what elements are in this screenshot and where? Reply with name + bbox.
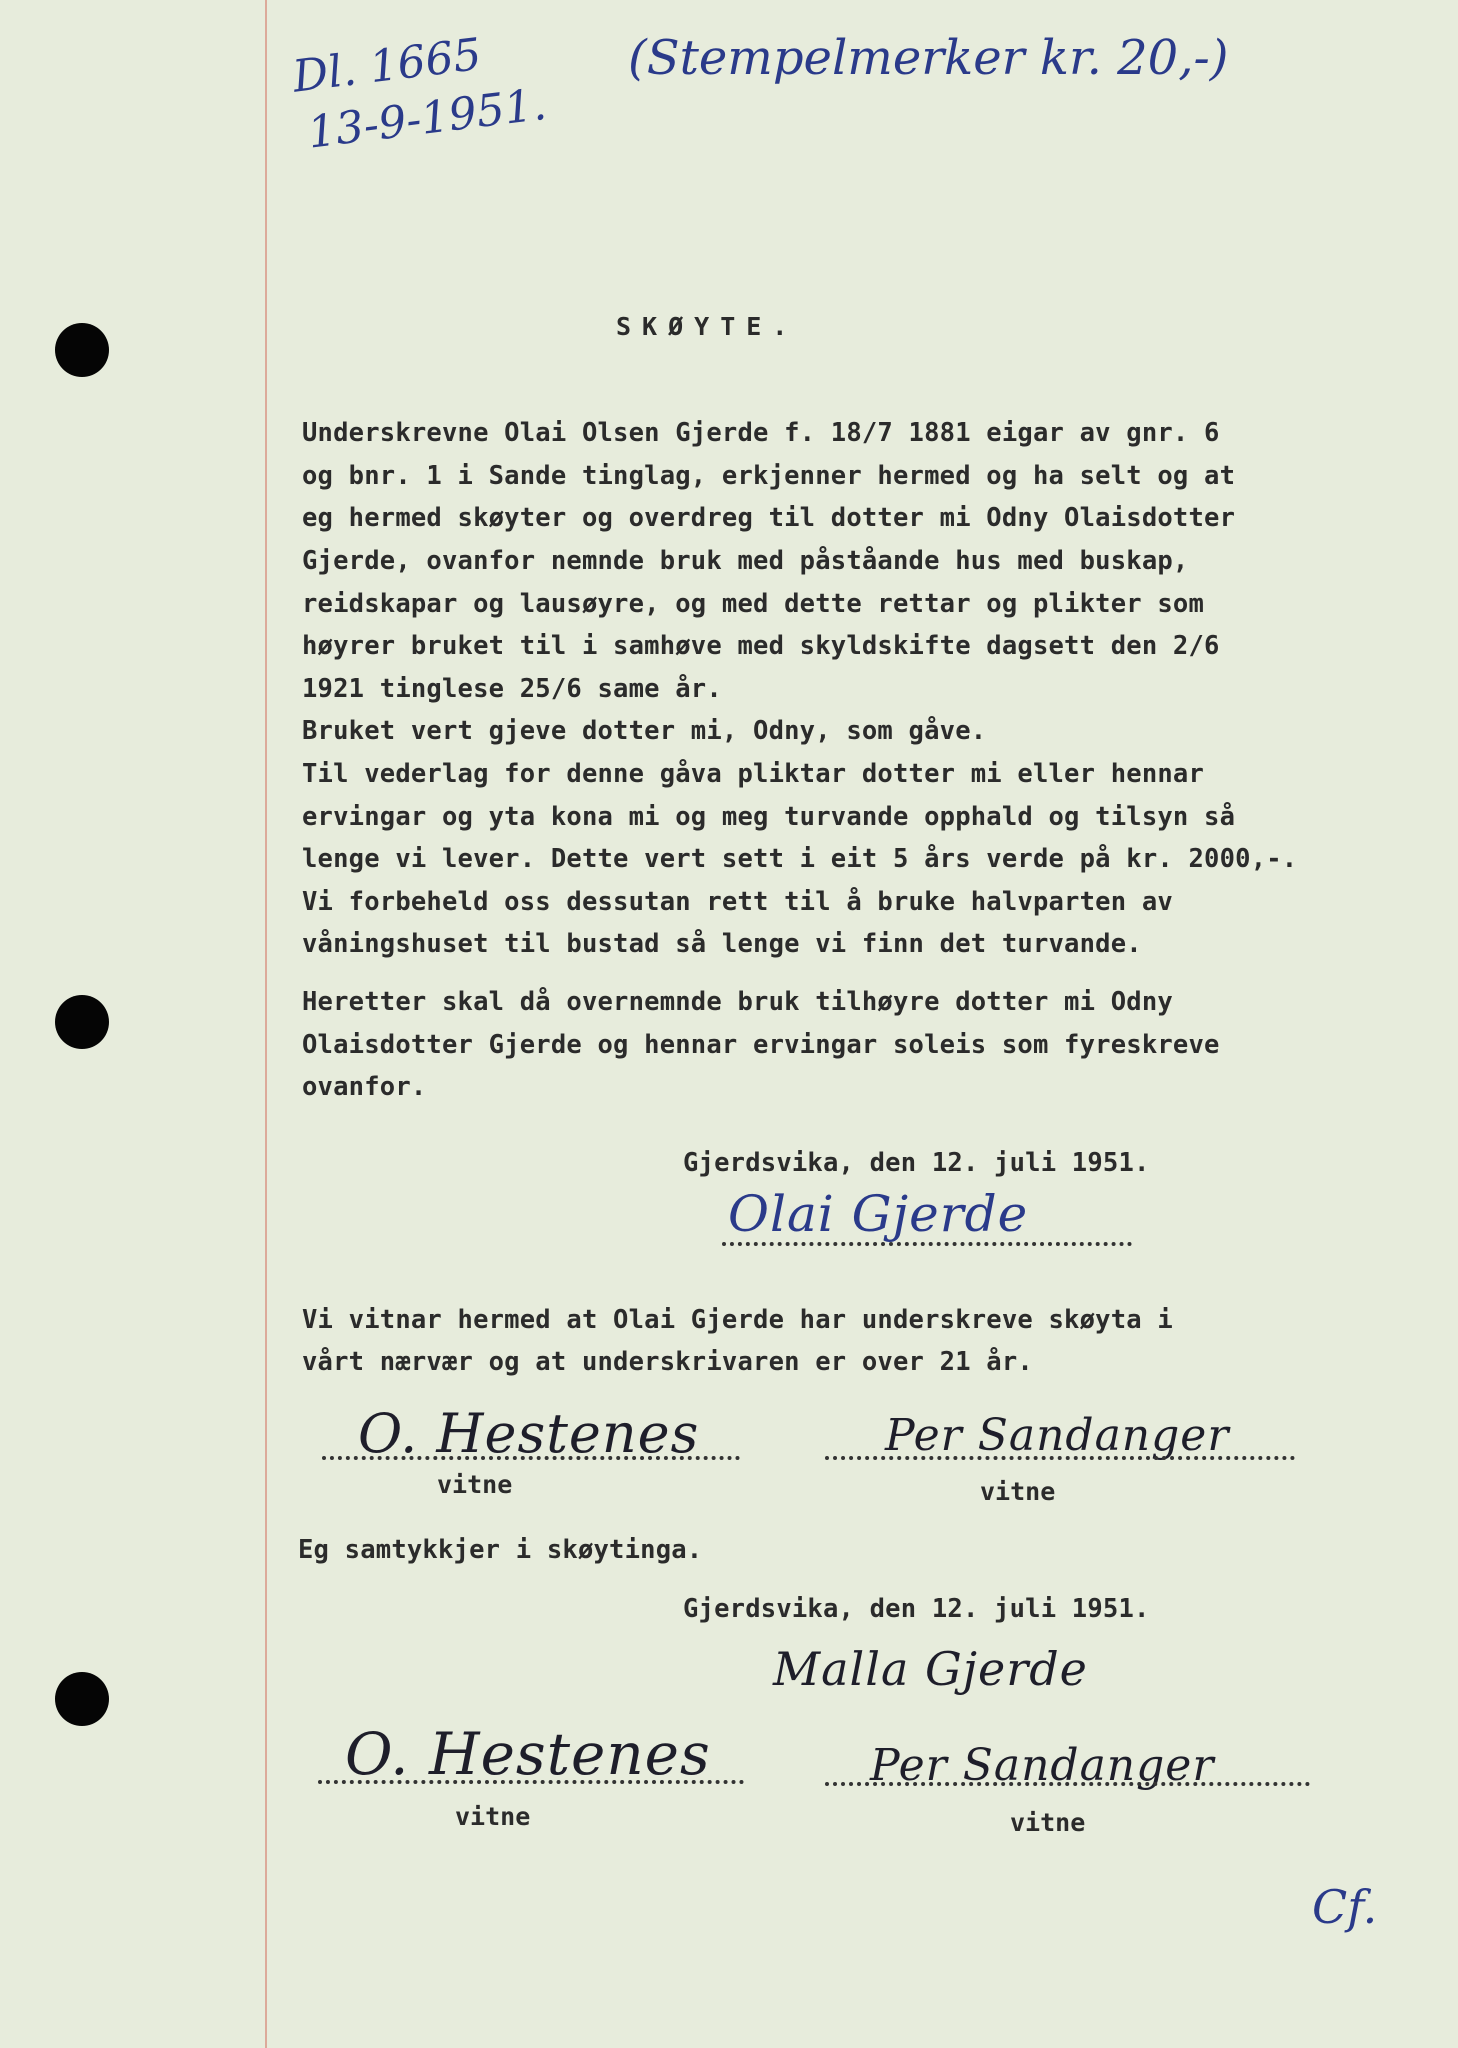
body-line: Heretter skal då overnemnde bruk tilhøyre dotter mi Odny (302, 987, 1173, 1017)
body-line: lenge vi lever. Dette vert sett i eit 5 års verde på kr. 2000,-. (302, 844, 1298, 874)
body-line: ovanfor. (302, 1072, 427, 1102)
witness-2-label: vitne (980, 1477, 1056, 1506)
body-line: Til vederlag for denne gåva pliktar dotter mi eller hennar (302, 759, 1205, 789)
consent-line: Eg samtykkjer i skøytinga. (298, 1535, 703, 1565)
signature-dotted-line (318, 1780, 744, 1784)
date-annotation: 13-9-1951. (305, 78, 550, 159)
body-line: 1921 tinglese 25/6 same år. (302, 674, 722, 704)
punch-hole-bottom (55, 1672, 109, 1726)
signature-dotted-line (825, 1456, 1295, 1460)
witness-2b-label: vitne (1010, 1808, 1086, 1837)
signature-dotted-line (825, 1782, 1310, 1786)
body-line: og bnr. 1 i Sande tinglag, erkjenner hermed og ha selt og at (302, 461, 1236, 491)
witness-statement-line: vårt nærvær og at underskrivaren er over 21 år. (302, 1347, 1033, 1377)
body-line: Vi forbeheld oss dessutan rett til å bruke halvparten av (302, 887, 1173, 917)
witness-1-label: vitne (437, 1470, 513, 1499)
witness-statement-line: Vi vitnar hermed at Olai Gjerde har underskreve skøyta i (302, 1305, 1173, 1335)
margin-rule (265, 0, 267, 2048)
body-line: våningshuset til bustad så lenge vi finn det turvande. (302, 929, 1142, 959)
witness-2b-signature: Per Sandanger (870, 1740, 1215, 1791)
body-line: Bruket vert gjeve dotter mi, Odny, som gåve. (302, 716, 987, 746)
place-date-line: Gjerdsvika, den 12. juli 1951. (683, 1148, 1150, 1178)
body-line: eg hermed skøyter og overdreg til dotter mi Odny Olaisdotter (302, 503, 1236, 533)
body-line: reidskapar og lausøyre, og med dette rettar og plikter som (302, 589, 1205, 619)
signature-dotted-line (722, 1242, 1132, 1246)
witness-1b-signature: O. Hestenes (345, 1720, 711, 1788)
body-line: Gjerde, ovanfor nemnde bruk med påståande hus med buskap, (302, 546, 1189, 576)
body-line: ervingar og yta kona mi og meg turvande opphald og tilsyn så (302, 802, 1236, 832)
document-title: SKØYTE. (616, 312, 799, 341)
witness-1b-label: vitne (455, 1802, 531, 1831)
body-line: høyrer bruket til i samhøve med skyldskifte dagsett den 2/6 (302, 631, 1220, 661)
witness-2-signature: Per Sandanger (885, 1410, 1230, 1461)
stamp-note-annotation: (Stempelmerker kr. 20,-) (628, 30, 1229, 86)
place-date-line: Gjerdsvika, den 12. juli 1951. (683, 1594, 1150, 1624)
witness-1-signature: O. Hestenes (358, 1402, 700, 1465)
punch-hole-top (55, 323, 109, 377)
initials-annotation: Cf. (1312, 1880, 1378, 1934)
punch-hole-middle (55, 995, 109, 1049)
body-line: Underskrevne Olai Olsen Gjerde f. 18/7 1881 eigar av gnr. 6 (302, 418, 1220, 448)
doc-number-annotation: Dl. 1665 (290, 28, 485, 103)
signature-dotted-line (322, 1456, 740, 1460)
body-line: Olaisdotter Gjerde og hennar ervingar soleis som fyreskreve (302, 1030, 1220, 1060)
owner-signature: Olai Gjerde (728, 1185, 1029, 1243)
consenter-signature: Malla Gjerde (773, 1642, 1088, 1696)
